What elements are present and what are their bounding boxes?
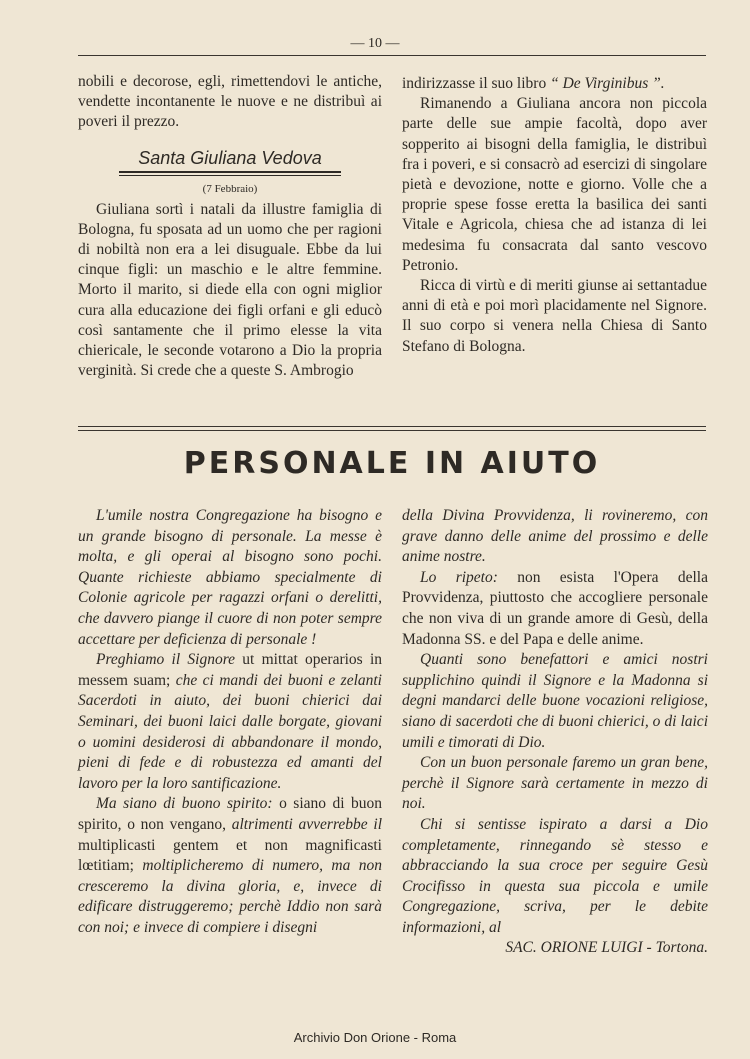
top-right-column [402, 74, 707, 357]
appeal-2-lead: Preghiamo il Signore [96, 651, 236, 669]
appeal-5-rest: non esista l'Opera della Provvidenza, piuttosto che accogliere personale che non viva di un grande amore di Gesù, della Madonna SS. e del Papa e delle anime. [402, 568, 708, 648]
saint-charity-paragraph: Rimanendo a Giuliana ancora non piccola parte delle sue ampie facoltà, dopo aver sopperito ai bisogni della famiglia, le distribuì fra i poveri, e si consacrò ad esercizi di singolare pietà e devozione, notte e giorno. Volle che a proprie spese fosse eretta la basilica dei santi Vitale e Agricola, chiesa che ad istanza di lei medesima fu consacrata dal santo vescovo Petronio. [402, 95, 707, 274]
appeal-paragraph-2 [78, 650, 382, 794]
book-reference-lead: indirizzasse il suo libro [402, 75, 547, 92]
top-left-column [78, 72, 382, 381]
section-divider [78, 426, 706, 431]
archive-footer: Archivio Don Orione - Roma [293, 1030, 457, 1045]
appeal-3-latin: multiplicasti gentem et non magnificasti lœtitiam; [78, 836, 382, 875]
header-rule [78, 55, 706, 56]
saint-title: Santa Giuliana Vedova [138, 147, 322, 168]
appeal-3-lead: Ma siano di buono spirito: [96, 795, 273, 813]
headline: PERSONALE IN AIUTO [183, 446, 601, 481]
appeal-2-rest: che ci mandi dei buoni e zelanti Sacerdoti in aiuto, dei buoni chierici dai Seminari, dei buoni laici dalle borgate, giovani o uomini desiderosi di abbandonare il mondo, pieni di fede e di robustezza ed amanti del lavoro per la loro santificazione. [78, 671, 382, 792]
saint-body-paragraph: Giuliana sortì i natali da illustre famiglia di Bologna, fu sposata ad un uomo che per ragioni di nobiltà non era a lei disuguale. Ebbe da lui cinque figli: un maschio e le altre femmine. Morto il marito, si diede ella con ogni miglior cura alla educazione dei figli orfani e gli educò così santamente che il primo elesse la vita chiericale, le seconde votarono a Dio la propria verginità. Si crede che a queste S. Ambrogio [78, 200, 382, 380]
appeal-paragraph-8: Chi si sentisse ispirato a darsi a Dio completamente, rinnegando sè stesso e abbracciando la sua croce per seguire Gesù Crocifisso in questa sua piccola e umile Congregazione, scriva, per le debite informazioni, al [402, 815, 708, 936]
appeal-3-italic: altrimenti avverrebbe il [231, 815, 383, 833]
saint-title-underline [119, 171, 341, 176]
appeal-paragraph-1: L'umile nostra Congregazione ha bisogno e un grande bisogno di personale. La messe è molta, e gli operai al bisogno sono pochi. Quante richieste abbiamo specialmente di Colonie agricole per ragazzi orfani o derelitti, che davvero piange il cuore di non poter sempre accettare per deficienza di personale ! [78, 507, 382, 648]
saint-death-paragraph: Ricca di virtù e di meriti giunse ai settantadue anni di età e poi morì placidamente nel Signore. Il suo corpo si venera nella Chiesa di Santo Stefano di Bologna. [402, 277, 707, 355]
intro-paragraph: nobili e decorose, egli, rimettendovi le antiche, vendette incontanente le nuove e ne distribuì ai poveri il prezzo. [78, 73, 382, 131]
book-title: “ De Virginibus ”. [550, 75, 665, 92]
appeal-paragraph-4: della Divina Provvidenza, li rovineremo, con grave danno delle anime del prossimo e delle anime nostre. [402, 507, 708, 566]
bottom-right-column [402, 506, 708, 959]
saint-date: (7 Febbraio) [202, 182, 258, 195]
page-number: — 10 — [350, 36, 400, 51]
appeal-paragraph-6: Quanti sono benefattori e amici nostri supplichino quindi il Signore e la Madonna si degni mandarci delle buone vocazioni religiose, siano di sacerdoti che di buoni chierici, o di laici umili e timorati di Dio. [402, 651, 708, 751]
appeal-3-rest: moltiplicheremo di numero, ma non cresceremo la divina gloria, e, invece di edificare distruggeremo; perchè Iddio non sarà con noi; e invece di compiere i disegni [78, 857, 382, 936]
appeal-paragraph-3 [78, 794, 382, 938]
appeal-5-lead: Lo ripeto: [420, 568, 498, 586]
appeal-3-plain: o siano di buon spirito, o non vengano, [78, 795, 383, 833]
appeal-paragraph-5 [402, 568, 708, 650]
appeal-2-latin: ut mittat operarios in messem suam; [78, 651, 382, 689]
signature: SAC. ORIONE LUIGI - Tortona. [505, 939, 708, 957]
bottom-left-column [78, 506, 382, 938]
appeal-paragraph-7: Con un buon personale faremo un gran bene, perchè il Signore sarà certamente in mezzo di noi. [402, 754, 708, 813]
book-reference-paragraph [402, 74, 707, 94]
